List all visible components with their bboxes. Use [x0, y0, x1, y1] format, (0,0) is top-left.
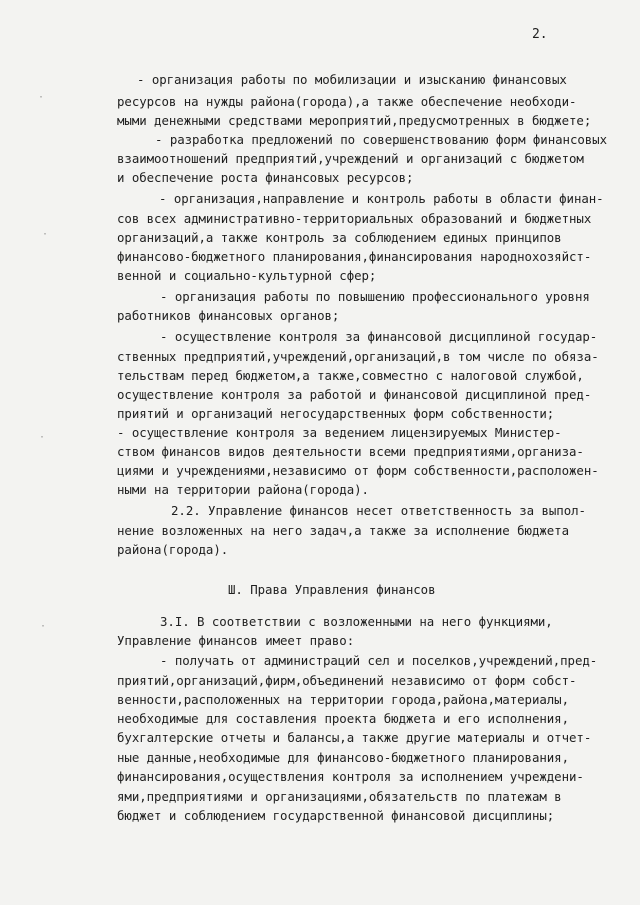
- paragraph-line: финансирования,осуществления контроля за исполнением учреждени-: [117, 769, 584, 784]
- paragraph-line: 3.I. В соответствии с возложенными на него функциями,: [160, 614, 553, 629]
- page-number: 2.: [532, 27, 548, 42]
- paragraph-line: - организация,направление и контроль работы в области финан-: [159, 191, 604, 206]
- paragraph-line: - осуществление контроля за ведением лицензируемых Министер-: [117, 425, 562, 440]
- paragraph-line: финансово-бюджетного планирования,финансирования народнохозяйст-: [117, 249, 592, 264]
- paragraph-line: мыми денежными средствами мероприятий,предусмотренных в бюджете;: [117, 113, 592, 128]
- paragraph-line: - получать от администраций сел и поселков,учреждений,пред-: [160, 653, 598, 668]
- punch-mark: ·: [38, 92, 44, 103]
- punch-mark: ·: [40, 621, 46, 632]
- punch-mark: ·: [42, 229, 48, 240]
- paragraph-line: осуществление контроля за работой и финансовой дисциплиной пред-: [117, 387, 592, 402]
- paragraph-line: работников финансовых органов;: [117, 308, 340, 323]
- paragraph-line: нение возложенных на него задач,а также за исполнение бюджета: [117, 523, 569, 538]
- paragraph-line: 2.2. Управление финансов несет ответственность за выпол-: [171, 503, 586, 518]
- paragraph-line: сов всех административно-территориальных образований и бюджетных: [117, 211, 592, 226]
- paragraph-line: Управление финансов имеет право:: [117, 633, 355, 648]
- paragraph-line: ресурсов на нужды района(города),а также обеспечение необходи-: [117, 94, 577, 109]
- paragraph-line: ственных предприятий,учреждений,организаций,в том числе по обяза-: [117, 349, 599, 364]
- paragraph-line: ные данные,необходимые для финансово-бюджетного планирования,: [117, 750, 569, 765]
- paragraph-line: - разработка предложений по совершенствованию форм финансовых: [155, 132, 607, 147]
- paragraph-line: взаимоотношений предприятий,учреждений и организаций с бюджетом: [117, 151, 584, 166]
- paragraph-line: венной и социально-культурной сфер;: [117, 268, 377, 283]
- section-heading: Ш. Права Управления финансов: [228, 582, 436, 597]
- paragraph-line: необходимые для составления проекта бюджета и его исполнения,: [117, 711, 569, 726]
- paragraph-line: циями и учреждениями,независимо от форм собственности,расположен-: [117, 463, 599, 478]
- paragraph-line: - осуществление контроля за финансовой дисциплиной государ-: [160, 329, 598, 344]
- paragraph-line: - организация работы по мобилизации и изысканию финансовых: [137, 72, 567, 87]
- paragraph-line: организаций,а также контроль за соблюдением единых принципов: [117, 230, 562, 245]
- paragraph-line: венности,расположенных на территории города,района,материалы,: [117, 692, 569, 707]
- paragraph-line: - организация работы по повышению профессионального уровня: [160, 289, 590, 304]
- paragraph-line: ством финансов видов деятельности всеми предприятиями,организа-: [117, 444, 584, 459]
- paragraph-line: бухгалтерские отчеты и балансы,а также другие материалы и отчет-: [117, 730, 592, 745]
- paragraph-line: приятий и организаций негосударственных форм собственности;: [117, 406, 555, 421]
- paragraph-line: ными на территории района(города).: [117, 482, 369, 497]
- paragraph-line: района(города).: [117, 542, 229, 557]
- paragraph-line: и обеспечение роста финансовых ресурсов;: [117, 170, 414, 185]
- paragraph-line: бюджет и соблюдением государственной финансовой дисциплины;: [117, 808, 555, 823]
- paragraph-line: приятий,организаций,фирм,объединений независимо от форм собст-: [117, 673, 577, 688]
- paragraph-line: ями,предприятиями и организациями,обязательств по платежам в: [117, 789, 562, 804]
- paragraph-line: тельствам перед бюджетом,а также,совместно с налоговой службой,: [117, 368, 584, 383]
- punch-mark: ·: [39, 432, 45, 443]
